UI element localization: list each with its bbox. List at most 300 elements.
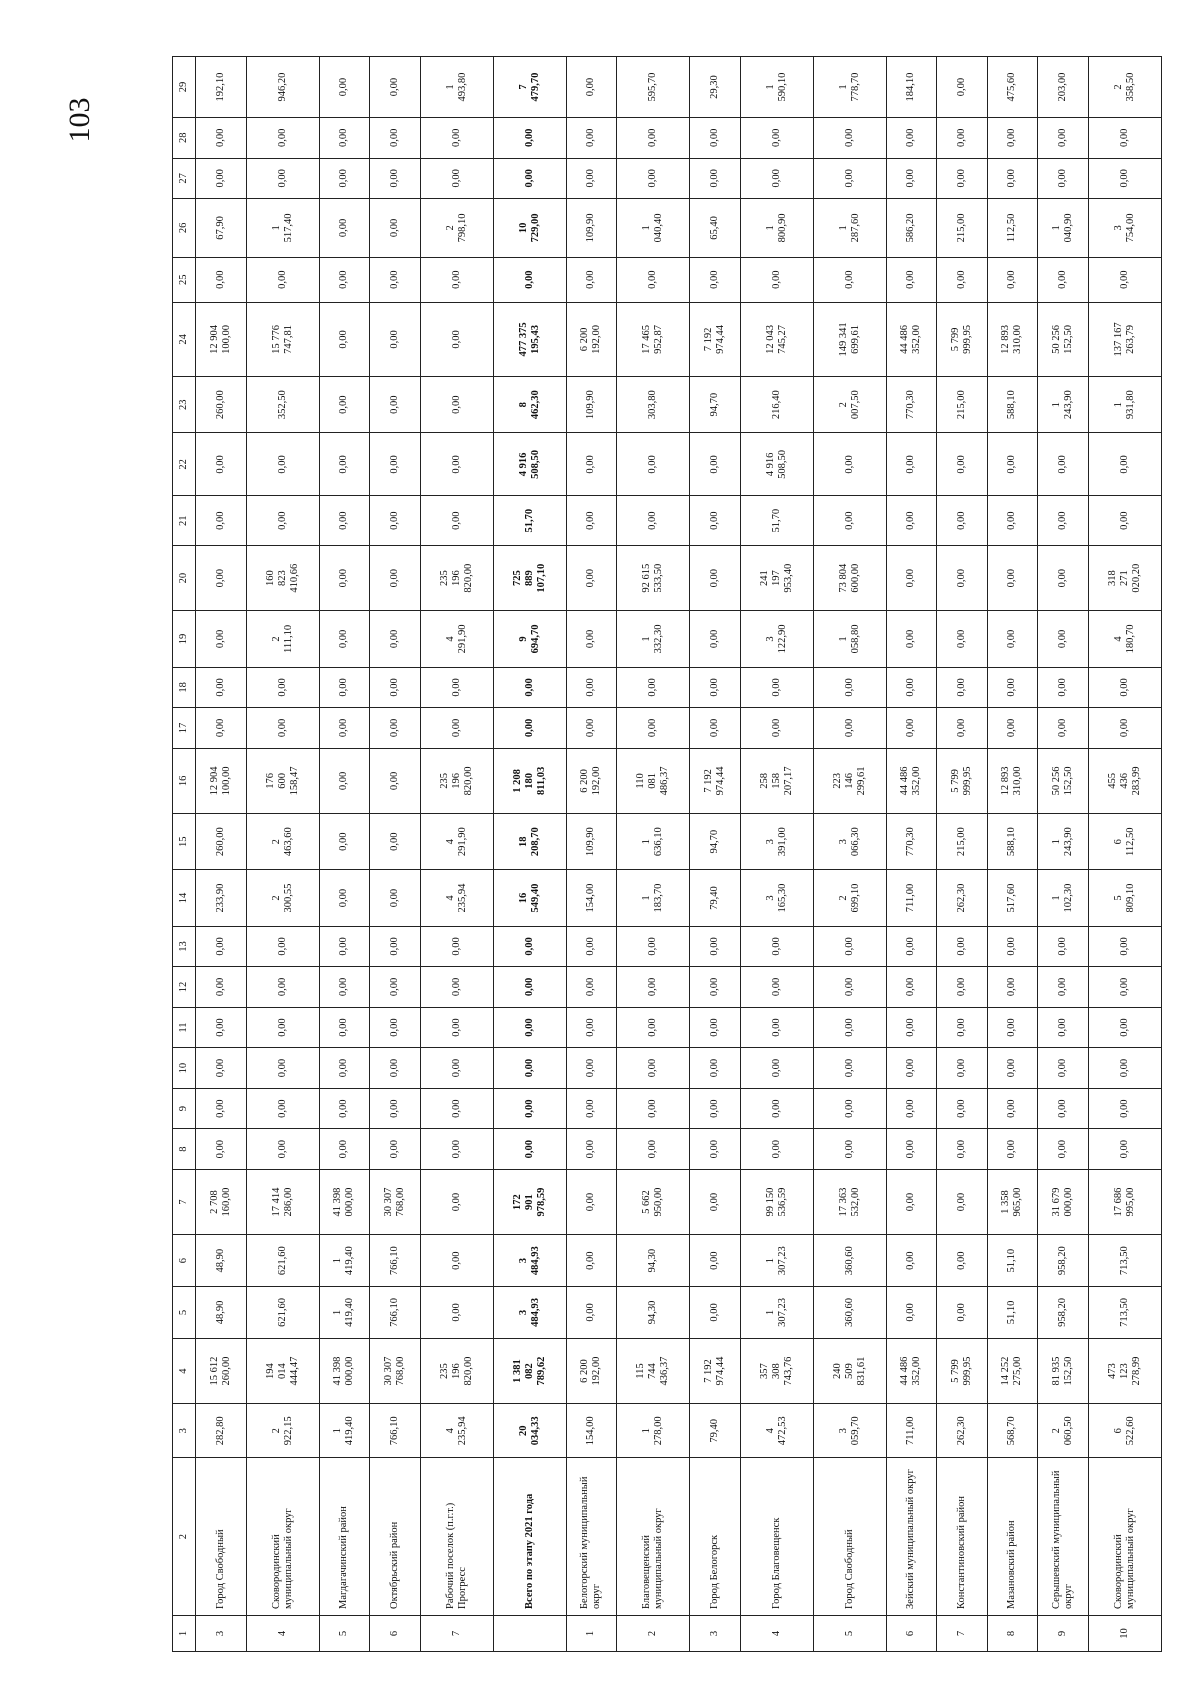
table-cell: 0,00 [319,967,370,1008]
table-cell: 0,00 [690,667,741,708]
table-cell: 0,00 [813,158,886,199]
column-header: 16 [173,748,196,813]
table-cell: 0,00 [987,611,1038,667]
table-cell: 0,00 [319,545,370,610]
table-cell: 0,00 [246,1048,319,1089]
table-cell: 0,00 [813,1048,886,1089]
table-cell: 0,00 [690,118,741,159]
table-cell: 137 167 263,79 [1088,302,1161,376]
table-cell: 109,90 [566,377,617,433]
table-cell: 8 [987,1615,1038,1651]
table-row [1088,57,1161,1652]
table-cell: 0,00 [566,1088,617,1129]
table-cell: 0,00 [420,967,493,1008]
table-cell: 3 [196,1615,247,1651]
table-cell: 0,00 [319,667,370,708]
table-cell: 2 922,15 [246,1404,319,1458]
table-cell: 0,00 [937,118,988,159]
table-row [1038,57,1089,1652]
table-cell: 1 307,23 [740,1287,813,1339]
table-cell: 0,00 [420,496,493,546]
table-cell: 149 341 699,61 [813,302,886,376]
table-cell: 0,00 [690,1088,741,1129]
table-cell: 0,00 [370,814,421,870]
table-cell: 0,00 [493,967,566,1008]
table-cell: 0,00 [370,118,421,159]
table-cell: 3 066,30 [813,814,886,870]
table-cell: 0,00 [617,967,690,1008]
table-cell: 29,30 [690,57,741,118]
table-cell: 0,00 [987,158,1038,199]
table-cell: 0,00 [566,257,617,302]
table-cell: 0,00 [566,545,617,610]
table-cell: 203,00 [1038,57,1089,118]
table-cell: 0,00 [886,118,937,159]
table-cell: 94,70 [690,814,741,870]
table-cell: 0,00 [690,257,741,302]
table-cell: 588,10 [987,377,1038,433]
table-cell: 0,00 [617,926,690,967]
table-cell: 0,00 [937,1088,988,1129]
column-header: 29 [173,57,196,118]
table-cell: 766,10 [370,1404,421,1458]
table-cell: 0,00 [886,926,937,967]
table-cell: 262,30 [937,870,988,926]
table-cell: 0,00 [246,1088,319,1129]
table-cell: 1 358 965,00 [987,1169,1038,1234]
table-cell: 0,00 [196,1048,247,1089]
table-cell: 4 235,94 [420,1404,493,1458]
table-cell: 0,00 [319,118,370,159]
table-cell: 0,00 [617,1007,690,1048]
table-cell: 9 [1038,1615,1089,1651]
table-cell: 0,00 [196,158,247,199]
municipality-name-cell: Город Белогорск [690,1458,741,1616]
table-cell: 0,00 [246,118,319,159]
column-header: 27 [173,158,196,199]
table-cell: 0,00 [246,926,319,967]
table-cell: 0,00 [420,118,493,159]
table-cell: 711,00 [886,870,937,926]
column-header: 12 [173,967,196,1008]
table-cell: 0,00 [196,708,247,749]
table-cell: 4 [740,1615,813,1651]
table-cell: 0,00 [1038,545,1089,610]
table-cell: 0,00 [617,257,690,302]
table-cell: 2 111,10 [246,611,319,667]
municipality-name-cell: Сковородинский муниципальный округ [1088,1458,1161,1616]
table-cell: 0,00 [886,158,937,199]
table-cell: 94,30 [617,1287,690,1339]
table-cell: 0,00 [937,1169,988,1234]
table-cell: 262,30 [937,1404,988,1458]
table-cell: 73 804 600,00 [813,545,886,610]
table-cell: 0,00 [420,257,493,302]
table-cell: 12 904 100,00 [196,302,247,376]
table-cell: 0,00 [886,1007,937,1048]
table-cell: 0,00 [617,1088,690,1129]
table-cell: 3 [690,1615,741,1651]
table-cell: 0,00 [370,667,421,708]
table-cell: 5 [319,1615,370,1651]
table-cell: 4 916 508,50 [493,433,566,496]
table-cell: 0,00 [1038,667,1089,708]
column-header: 14 [173,870,196,926]
table-cell: 99 150 536,59 [740,1169,813,1234]
table-cell: 0,00 [813,708,886,749]
table-cell: 1 307,23 [740,1235,813,1287]
table-cell: 0,00 [370,967,421,1008]
table-cell: 0,00 [566,1129,617,1170]
table-cell: 0,00 [370,1007,421,1048]
table-cell: 0,00 [566,57,617,118]
table-cell: 0,00 [493,257,566,302]
table-cell: 0,00 [319,377,370,433]
table-cell: 360,60 [813,1287,886,1339]
table-cell: 770,30 [886,377,937,433]
table-cell: 0,00 [1088,118,1161,159]
table-cell: 12 043 745,27 [740,302,813,376]
table-cell: 0,00 [1088,257,1161,302]
table-cell: 30 307 768,00 [370,1169,421,1234]
table-cell: 0,00 [1088,967,1161,1008]
table-cell: 48,90 [196,1287,247,1339]
table-cell: 20 034,33 [493,1404,566,1458]
table-cell: 67,90 [196,199,247,258]
table-cell: 215,00 [937,377,988,433]
table-cell: 1 419,40 [319,1235,370,1287]
table-cell: 0,00 [196,926,247,967]
table-cell: 2 708 160,00 [196,1169,247,1234]
table-row [420,57,493,1652]
table-cell: 0,00 [566,611,617,667]
table-cell: 109,90 [566,814,617,870]
table-cell: 3 059,70 [813,1404,886,1458]
table-cell: 4 180,70 [1088,611,1161,667]
table-cell: 0,00 [420,158,493,199]
column-header: 11 [173,1007,196,1048]
table-cell: 0,00 [196,1129,247,1170]
column-header: 21 [173,496,196,546]
table-cell: 0,00 [196,545,247,610]
table-cell: 1 040,40 [617,199,690,258]
table-cell: 0,00 [886,1287,937,1339]
table-cell: 0,00 [740,708,813,749]
table-cell: 0,00 [937,545,988,610]
table-cell: 621,60 [246,1287,319,1339]
table-cell: 1 800,90 [740,199,813,258]
table-cell: 0,00 [420,926,493,967]
table-cell: 10 729,00 [493,199,566,258]
table-cell: 5 [813,1615,886,1651]
table-cell: 0,00 [1038,158,1089,199]
table-cell: 473 123 278,99 [1088,1338,1161,1403]
table-cell: 0,00 [319,611,370,667]
table-cell: 0,00 [987,1129,1038,1170]
table-cell: 94,30 [617,1235,690,1287]
table-cell: 0,00 [617,118,690,159]
table-cell: 711,00 [886,1404,937,1458]
table-cell: 0,00 [886,1169,937,1234]
table-cell: 41 398 000,00 [319,1169,370,1234]
table-cell: 0,00 [740,667,813,708]
table-cell: 0,00 [1038,257,1089,302]
table-cell: 1 287,60 [813,199,886,258]
table-cell: 0,00 [246,1007,319,1048]
table-cell: 260,00 [196,377,247,433]
table-cell: 0,00 [740,118,813,159]
municipality-name-cell: Всего по этапу 2021 года [493,1458,566,1616]
table-cell: 79,40 [690,870,741,926]
table-row [196,57,247,1652]
table-cell: 595,70 [617,57,690,118]
table-cell: 0,00 [813,496,886,546]
table-cell: 0,00 [196,667,247,708]
table-cell: 0,00 [690,1287,741,1339]
table-cell: 0,00 [319,814,370,870]
table-container [172,56,1162,1652]
table-cell: 15 612 260,00 [196,1338,247,1403]
table-cell: 6 [370,1615,421,1651]
table-cell: 1 183,70 [617,870,690,926]
column-header: 7 [173,1169,196,1234]
table-cell: 0,00 [740,1048,813,1089]
table-cell: 241 197 953,40 [740,545,813,610]
table-cell: 0,00 [813,118,886,159]
table-cell: 0,00 [319,748,370,813]
table-cell: 7 192 974,44 [690,1338,741,1403]
table-cell: 109,90 [566,199,617,258]
municipality-name-cell: Серышевский муниципальный округ [1038,1458,1089,1616]
table-cell: 0,00 [370,1048,421,1089]
table-cell: 0,00 [937,158,988,199]
municipality-name-cell: Город Свободный [196,1458,247,1616]
table-cell: 2 007,50 [813,377,886,433]
table-cell: 1 517,40 [246,199,319,258]
table-cell: 0,00 [937,926,988,967]
table-cell: 766,10 [370,1235,421,1287]
table-cell: 0,00 [370,748,421,813]
table-cell: 0,00 [420,377,493,433]
table-cell: 0,00 [937,1287,988,1339]
table-cell: 586,20 [886,199,937,258]
table-cell: 0,00 [196,611,247,667]
table-cell: 0,00 [740,1088,813,1129]
table-cell: 0,00 [886,545,937,610]
table-cell: 0,00 [937,611,988,667]
table-cell: 0,00 [196,1088,247,1129]
table-cell: 0,00 [886,708,937,749]
table-cell: 0,00 [987,118,1038,159]
municipality-name-cell: Город Благовещенск [740,1458,813,1616]
table-cell: 713,50 [1088,1235,1161,1287]
table-row [566,57,617,1652]
table-cell: 12 893 310,00 [987,748,1038,813]
table-cell: 154,00 [566,870,617,926]
table-cell: 0,00 [740,926,813,967]
table-cell: 0,00 [813,967,886,1008]
table-cell: 0,00 [196,1007,247,1048]
table-cell: 14 252 275,00 [987,1338,1038,1403]
table-cell: 194 014 444,47 [246,1338,319,1403]
table-cell: 0,00 [617,1129,690,1170]
table-cell: 0,00 [937,1048,988,1089]
table-cell: 0,00 [420,1129,493,1170]
table-cell: 1 058,80 [813,611,886,667]
table-cell: 0,00 [1038,708,1089,749]
table-cell: 0,00 [1038,1007,1089,1048]
table-cell: 0,00 [566,967,617,1008]
table-body [196,57,1162,1652]
table-cell: 0,00 [420,1007,493,1048]
municipality-name-cell: Константиновский район [937,1458,988,1616]
table-cell: 6 112,50 [1088,814,1161,870]
table-cell: 1 419,40 [319,1404,370,1458]
column-header: 8 [173,1129,196,1170]
table-cell: 0,00 [937,1129,988,1170]
municipality-name-cell: Мазановский район [987,1458,1038,1616]
table-cell: 0,00 [1088,158,1161,199]
table-cell: 240 509 831,61 [813,1338,886,1403]
municipality-name-cell: Белогорский муниципальный округ [566,1458,617,1616]
column-header: 25 [173,257,196,302]
table-cell: 0,00 [566,1048,617,1089]
table-row [813,57,886,1652]
table-cell: 12 893 310,00 [987,302,1038,376]
table-cell: 17 465 952,87 [617,302,690,376]
municipality-name-cell: Октябрьский район [370,1458,421,1616]
table-cell: 0,00 [493,667,566,708]
table-cell: 50 256 152,50 [1038,302,1089,376]
table-cell: 0,00 [370,611,421,667]
table-cell: 0,00 [690,708,741,749]
table-cell: 0,00 [886,257,937,302]
table-cell: 958,20 [1038,1235,1089,1287]
table-cell: 1 040,90 [1038,199,1089,258]
table-cell: 0,00 [566,708,617,749]
table-cell: 0,00 [690,545,741,610]
table-cell: 0,00 [617,667,690,708]
header-row [173,57,196,1652]
table-cell: 92 615 533,50 [617,545,690,610]
table-cell: 0,00 [566,496,617,546]
table-cell: 3 391,00 [740,814,813,870]
table-cell: 2 358,50 [1088,57,1161,118]
table-cell: 0,00 [493,1048,566,1089]
table-cell: 0,00 [566,1169,617,1234]
table-cell: 17 363 532,00 [813,1169,886,1234]
table-cell: 41 398 000,00 [319,1338,370,1403]
table-cell: 154,00 [566,1404,617,1458]
table-cell: 0,00 [246,257,319,302]
table-cell: 0,00 [617,158,690,199]
table-cell: 15 776 747,81 [246,302,319,376]
table-cell: 0,00 [196,118,247,159]
table-cell: 0,00 [493,1007,566,1048]
table-cell: 0,00 [987,1088,1038,1129]
table-cell: 0,00 [566,667,617,708]
table-cell: 0,00 [566,118,617,159]
table-cell: 0,00 [420,1088,493,1129]
table-cell: 0,00 [987,967,1038,1008]
column-header: 17 [173,708,196,749]
table-cell: 223 146 299,61 [813,748,886,813]
table-cell: 112,50 [987,199,1038,258]
table-cell: 0,00 [1038,1048,1089,1089]
table-cell: 0,00 [886,1088,937,1129]
table-cell: 9 694,70 [493,611,566,667]
table-cell: 4 291,90 [420,611,493,667]
table-cell: 0,00 [370,257,421,302]
table-cell: 51,70 [740,496,813,546]
table-cell: 0,00 [886,1235,937,1287]
table-cell: 2 463,60 [246,814,319,870]
table-cell: 48,90 [196,1235,247,1287]
table-cell: 1 590,10 [740,57,813,118]
table-cell: 3 165,30 [740,870,813,926]
table-row [370,57,421,1652]
table-cell: 477 375 195,43 [493,302,566,376]
table-cell: 50 256 152,50 [1038,748,1089,813]
table-cell: 0,00 [1038,926,1089,967]
table-cell: 0,00 [987,708,1038,749]
data-table [172,56,1162,1652]
table-cell: 0,00 [987,496,1038,546]
table-cell: 0,00 [319,1007,370,1048]
table-cell: 30 307 768,00 [370,1338,421,1403]
table-cell: 0,00 [370,302,421,376]
table-cell: 0,00 [319,1048,370,1089]
table-cell: 0,00 [196,257,247,302]
table-cell: 588,10 [987,814,1038,870]
table-cell: 44 486 352,00 [886,1338,937,1403]
table-cell: 0,00 [1088,496,1161,546]
table-cell: 5 662 950,00 [617,1169,690,1234]
table-cell: 303,80 [617,377,690,433]
municipality-name-cell: Зейский муниципальный округ [886,1458,937,1616]
table-cell: 0,00 [196,496,247,546]
table-cell: 51,10 [987,1235,1038,1287]
table-cell: 0,00 [740,158,813,199]
column-header: 28 [173,118,196,159]
table-cell: 2 060,50 [1038,1404,1089,1458]
column-header: 26 [173,199,196,258]
table-row [319,57,370,1652]
table-cell: 0,00 [370,926,421,967]
table-cell: 0,00 [420,433,493,496]
table-cell: 0,00 [319,158,370,199]
table-cell: 0,00 [690,611,741,667]
table-cell: 6 200 192,00 [566,302,617,376]
table-cell: 0,00 [1088,1007,1161,1048]
table-cell: 0,00 [690,433,741,496]
table-cell: 0,00 [370,708,421,749]
table-cell: 7 192 974,44 [690,748,741,813]
table-cell: 0,00 [1038,1129,1089,1170]
table-cell: 0,00 [937,708,988,749]
table-cell: 0,00 [1038,118,1089,159]
table-cell: 357 308 743,76 [740,1338,813,1403]
column-header: 1 [173,1615,196,1651]
table-cell: 115 744 436,37 [617,1338,690,1403]
table-cell: 0,00 [1038,433,1089,496]
column-header: 15 [173,814,196,870]
table-cell: 235 196 820,00 [420,545,493,610]
table-cell: 0,00 [886,1048,937,1089]
table-cell: 0,00 [813,257,886,302]
table-cell: 0,00 [196,433,247,496]
table-row [886,57,937,1652]
